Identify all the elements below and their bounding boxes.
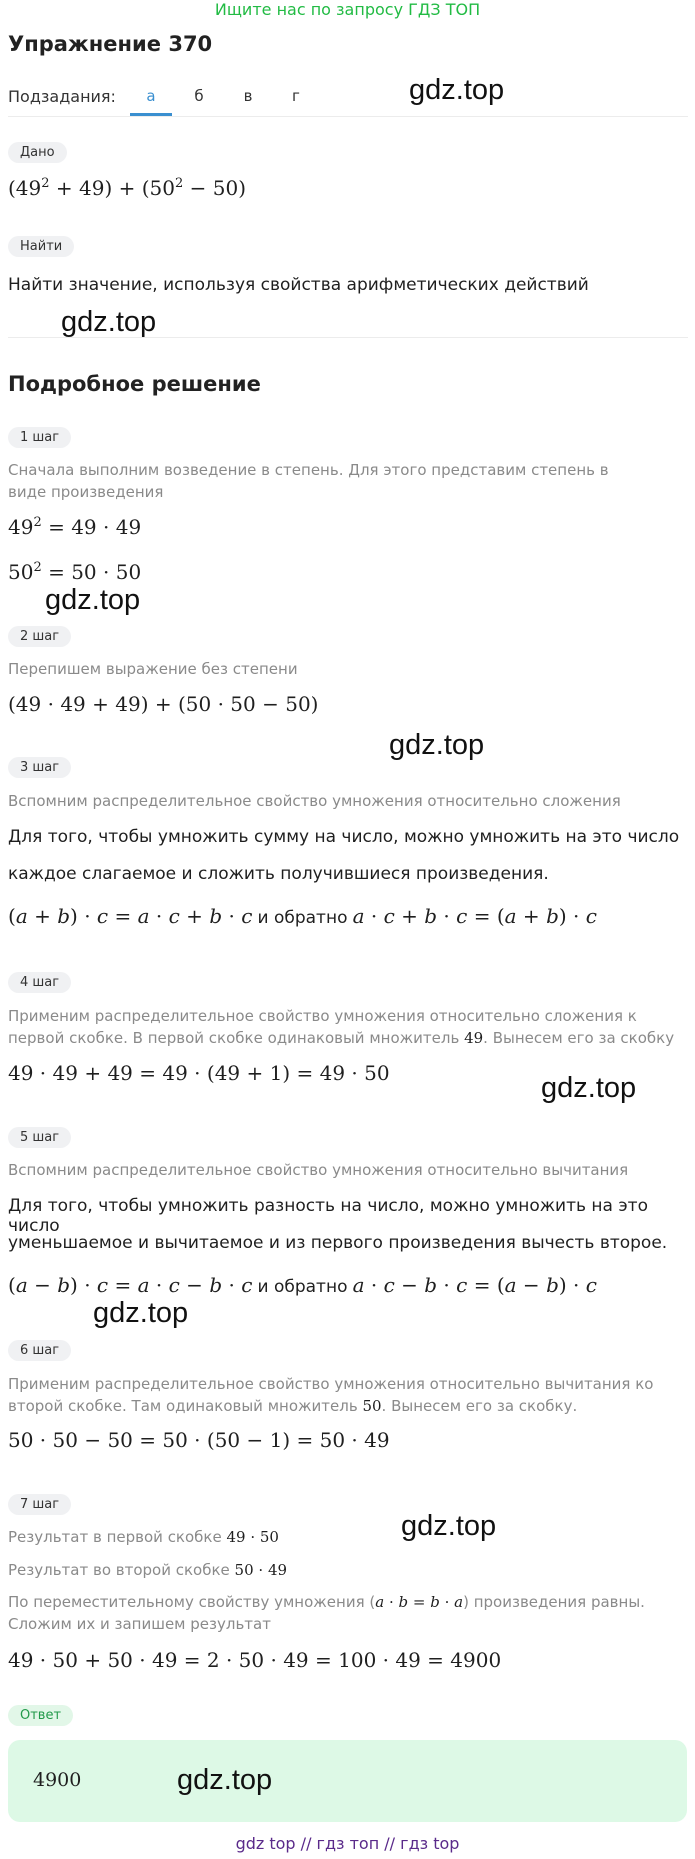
step-6-chip: 6 шаг xyxy=(8,1340,71,1361)
given-chip: Дано xyxy=(8,142,67,163)
footer-separator: // xyxy=(384,1834,396,1853)
answer-chip: Ответ xyxy=(8,1705,73,1726)
step-1-eq-1: $49^2 = 49 \cdot 49$ xyxy=(8,515,142,539)
step-3-note: Вспомним распределительное свойство умножения относительно сложения xyxy=(8,792,621,810)
step-4-chip: 4 шаг xyxy=(8,972,71,993)
tab-b[interactable]: б xyxy=(194,87,204,105)
step-7-result-1: Результат в первой скобке 49 · 50 xyxy=(8,1528,279,1546)
footer-links xyxy=(0,1834,695,1853)
watermark: gdz.top xyxy=(541,1072,637,1104)
watermark: gdz.top xyxy=(389,729,485,761)
tab-g[interactable]: г xyxy=(292,87,300,105)
step-3-line-2: каждое слагаемое и сложить получившиеся произведения. xyxy=(8,864,549,884)
step-3-line-1: Для того, чтобы умножить сумму на число, можно умножить на это число xyxy=(8,827,680,847)
step-1-chip: 1 шаг xyxy=(8,427,71,448)
answer-value: 4900 xyxy=(33,1769,82,1791)
step-5-line-2: уменьшаемое и вычитаемое и из первого произведения вычесть второе. xyxy=(8,1233,668,1253)
tab-a[interactable]: а xyxy=(146,87,156,105)
watermark: gdz.top xyxy=(45,584,141,616)
answer-box xyxy=(8,1740,687,1822)
step-7-chip: 7 шаг xyxy=(8,1494,71,1515)
watermark: gdz.top xyxy=(177,1764,273,1796)
subtasks-divider xyxy=(8,116,688,117)
step-2-note: Перепишем выражение без степени xyxy=(8,660,298,678)
step-3-chip: 3 шаг xyxy=(8,757,71,778)
page-title: Упражнение 370 xyxy=(8,32,213,56)
watermark: gdz.top xyxy=(409,74,505,106)
step-6-eq: 50 · 50 − 50 = 50 · (50 − 1) = 50 · 49 xyxy=(8,1428,390,1452)
promo-banner: Ищите нас по запросу ГДЗ ТОП xyxy=(214,0,481,19)
step-1-note: Сначала выполним возведение в степень. Для этого представим степень в виде произведения xyxy=(8,461,609,501)
find-text: Найти значение, используя свойства арифметических действий xyxy=(8,275,589,295)
step-4-eq: 49 · 49 + 49 = 49 · (49 + 1) = 49 · 50 xyxy=(8,1061,390,1085)
step-5-formula xyxy=(8,1273,597,1297)
solution-title: Подробное решение xyxy=(8,372,261,396)
step-5-connector: и обратно xyxy=(257,1277,348,1297)
step-2-eq: (49 · 49 + 49) + (50 · 50 − 50) xyxy=(8,692,319,716)
step-2-chip: 2 шаг xyxy=(8,626,71,647)
step-1-eq-2: $50^2 = 50 \cdot 50$ xyxy=(8,560,142,584)
given-expression: $(49^2 + 49) + (50^2 - 50)$ xyxy=(8,176,247,200)
find-chip: Найти xyxy=(8,236,74,257)
step-3-formula-left: (a + b) · c = a · c + b · c xyxy=(8,904,253,928)
step-5-formula-right: a · c − b · c = (a − b) · c xyxy=(352,1273,597,1297)
step-4-note: Применим распределительное свойство умножения относительно сложения к первой скобке. В первой скобке одинаковый множитель 49. Вынесем его за скобку xyxy=(8,1007,675,1047)
step-5-chip: 5 шаг xyxy=(8,1127,71,1148)
footer-separator: // xyxy=(300,1834,312,1853)
step-5-note: Вспомним распределительное свойство умножения относительно вычитания xyxy=(8,1161,629,1179)
watermark: gdz.top xyxy=(93,1297,189,1329)
watermark: gdz.top xyxy=(61,306,157,338)
watermark: gdz.top xyxy=(401,1510,497,1542)
step-3-connector: и обратно xyxy=(257,908,348,928)
footer-link-gdz-top[interactable]: gdz top xyxy=(235,1834,296,1853)
subtasks-label: Подзадания: xyxy=(8,87,116,106)
step-7-result-2: Результат во второй скобке 50 · 49 xyxy=(8,1561,288,1579)
step-3-formula xyxy=(8,904,597,928)
step-3-formula-right: a · c + b · c = (a + b) · c xyxy=(352,904,597,928)
footer-link-gdz-top-ru[interactable]: гдз топ xyxy=(316,1834,380,1853)
step-7-note: По переместительному свойству умножения (a · b = b · a) произведения равны. Сложим их и запишем результат xyxy=(8,1593,645,1633)
tab-v[interactable]: в xyxy=(243,87,253,105)
footer-link-gdz-top-mixed[interactable]: гдз top xyxy=(400,1834,460,1853)
step-5-line-1: Для того, чтобы умножить разность на число, можно умножить на это число xyxy=(8,1196,648,1236)
step-7-eq: 49 · 50 + 50 · 49 = 2 · 50 · 49 = 100 · 49 = 4900 xyxy=(8,1648,502,1672)
step-5-formula-left: (a − b) · c = a · c − b · c xyxy=(8,1273,253,1297)
step-6-note: Применим распределительное свойство умножения относительно вычитания ко второй скобке. Там одинаковый множитель 50. Вынесем его за скобку. xyxy=(8,1375,654,1415)
